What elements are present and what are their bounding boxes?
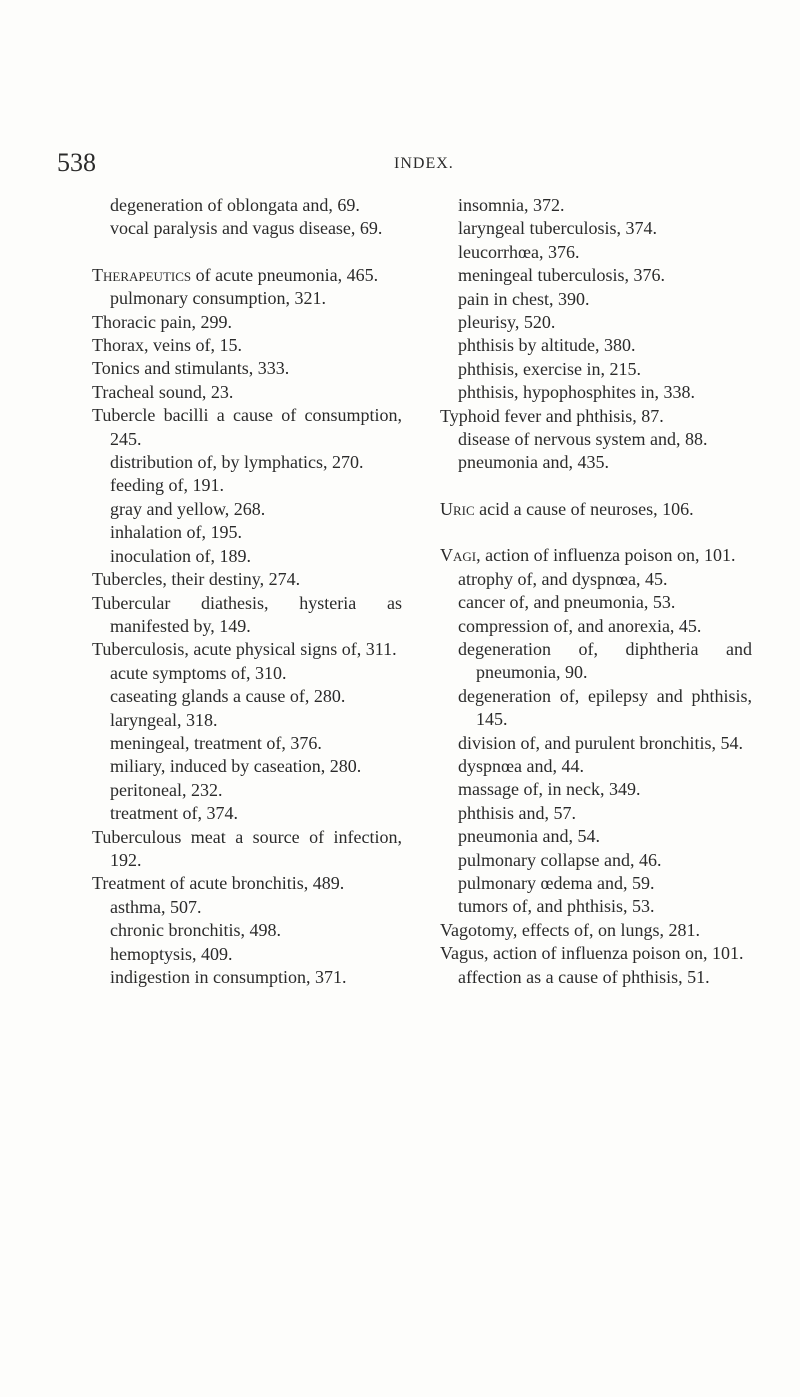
index-entry <box>92 826 402 873</box>
index-entry <box>92 872 402 895</box>
index-subentry <box>92 194 402 217</box>
index-subentry <box>440 264 752 287</box>
entry-text: Vagotomy, effects of, on lungs, 281. <box>440 919 700 940</box>
entry-text: acute symptoms of, 310. <box>110 662 287 683</box>
entry-text: gray and yellow, 268. <box>110 498 266 519</box>
entry-text: meningeal, treatment of, 376. <box>110 732 322 753</box>
index-subentry <box>92 896 402 919</box>
entry-text: Thoracic pain, 299. <box>92 311 232 332</box>
entry-text: division of, and purulent bronchitis, 54. <box>458 732 743 753</box>
entry-text: Tubercles, their destiny, 274. <box>92 569 301 590</box>
entry-text: pneumonia and, 54. <box>458 826 600 847</box>
index-subentry <box>440 755 752 778</box>
entry-text: pneumonia and, 435. <box>458 452 609 473</box>
index-entry <box>92 404 402 451</box>
index-entry <box>440 498 752 521</box>
entry-text: treatment of, 374. <box>110 803 238 824</box>
index-subentry <box>92 545 402 568</box>
index-subentry <box>92 521 402 544</box>
index-subentry <box>92 802 402 825</box>
index-subentry <box>440 241 752 264</box>
index-subentry <box>92 451 402 474</box>
index-entry <box>92 638 402 661</box>
index-subentry <box>440 217 752 240</box>
entry-text: degeneration of, epilepsy and phthisis, 145. <box>458 685 752 730</box>
index-entry <box>440 942 752 965</box>
entry-text: , action of influenza poison on, 101. <box>476 545 736 566</box>
index-subentry <box>92 685 402 708</box>
index-subentry <box>92 919 402 942</box>
entry-text: Vagus, action of influenza poison on, 101. <box>440 943 744 964</box>
index-subentry <box>440 428 752 451</box>
index-subentry <box>440 872 752 895</box>
index-subentry <box>92 966 402 989</box>
entry-text: peritoneal, 232. <box>110 779 223 800</box>
entry-text: insomnia, 372. <box>458 195 565 215</box>
index-subentry <box>92 662 402 685</box>
entry-text: dyspnœa and, 44. <box>458 755 584 776</box>
entry-heading-word: Vagi <box>440 545 477 566</box>
entry-text: Thorax, veins of, 15. <box>92 335 242 356</box>
entry-text: miliary, induced by caseation, 280. <box>110 756 362 777</box>
entry-text: meningeal tuberculosis, 376. <box>458 265 665 286</box>
index-subentry <box>440 311 752 334</box>
index-subentry <box>92 287 402 310</box>
index-subentry <box>440 358 752 381</box>
entry-text: caseating glands a cause of, 280. <box>110 686 346 707</box>
index-entry <box>92 264 402 287</box>
index-subentry <box>440 638 752 685</box>
index-entry <box>440 544 752 567</box>
index-subentry <box>440 732 752 755</box>
index-subentry <box>440 288 752 311</box>
index-subentry <box>92 474 402 497</box>
index-subentry <box>440 615 752 638</box>
entry-text: phthisis by altitude, 380. <box>458 335 636 356</box>
entry-text: acid a cause of neuroses, 106. <box>474 498 694 519</box>
entry-text: compression of, and anorexia, 45. <box>458 615 702 636</box>
entry-text: inhalation of, 195. <box>110 522 242 543</box>
index-subentry <box>92 498 402 521</box>
index-subentry <box>440 802 752 825</box>
entry-text: atrophy of, and dyspnœa, 45. <box>458 568 668 589</box>
entry-text: pleurisy, 520. <box>458 312 556 333</box>
entry-text: degeneration of oblongata and, 69. <box>110 195 360 215</box>
index-subentry <box>440 568 752 591</box>
entry-text: asthma, 507. <box>110 896 202 917</box>
entry-text: Tuberculosis, acute physical signs of, 311. <box>92 639 397 660</box>
index-entry <box>440 919 752 942</box>
entry-text: indigestion in consumption, 371. <box>110 967 347 987</box>
entry-text: tumors of, and phthisis, 53. <box>458 896 655 917</box>
index-subentry <box>440 778 752 801</box>
entry-text: leucorrhœa, 376. <box>458 241 580 262</box>
entry-text: pulmonary consumption, 321. <box>110 288 326 309</box>
entry-text: affection as a cause of phthisis, 51. <box>458 966 710 987</box>
index-subentry <box>440 849 752 872</box>
right-column <box>440 194 752 989</box>
entry-text: vocal paralysis and vagus disease, 69. <box>110 218 383 239</box>
index-subentry <box>440 966 752 989</box>
entry-text: disease of nervous system and, 88. <box>458 429 708 450</box>
page-number: 538 <box>57 148 96 177</box>
index-subentry <box>440 334 752 357</box>
entry-text: cancer of, and pneumonia, 53. <box>458 592 676 613</box>
entry-text: distribution of, by lymphatics, 270. <box>110 452 364 473</box>
index-subentry <box>92 943 402 966</box>
index-subentry <box>440 194 752 217</box>
entry-text: pulmonary œdema and, 59. <box>458 872 655 893</box>
entry-text: Tuberculous meat a source of infection, 192. <box>92 826 402 870</box>
entry-text: phthisis and, 57. <box>458 802 577 823</box>
index-subentry <box>92 732 402 755</box>
entry-text: inoculation of, 189. <box>110 545 251 566</box>
index-subentry <box>440 381 752 404</box>
entry-text: phthisis, hypophosphites in, 338. <box>458 382 696 403</box>
entry-text: Tubercular diathesis, hysteria as manifested by, 149. <box>92 592 402 636</box>
entry-text: laryngeal, 318. <box>110 709 218 730</box>
index-subentry <box>440 685 752 732</box>
entry-text: pain in chest, 390. <box>458 288 590 309</box>
index-entry <box>440 405 752 428</box>
entry-text: feeding of, 191. <box>110 475 224 496</box>
entry-text: chronic bronchitis, 498. <box>110 920 281 941</box>
entry-text: pulmonary collapse and, 46. <box>458 849 662 870</box>
entry-text: laryngeal tuberculosis, 374. <box>458 218 657 239</box>
entry-text: massage of, in neck, 349. <box>458 779 641 800</box>
index-subentry <box>440 895 752 918</box>
index-subentry <box>92 755 402 778</box>
index-subentry <box>92 709 402 732</box>
index-entry <box>92 311 402 334</box>
entry-text: Tonics and stimulants, 333. <box>92 358 290 379</box>
index-subentry <box>440 825 752 848</box>
index-subentry <box>440 451 752 474</box>
entry-text: hemoptysis, 409. <box>110 943 233 964</box>
entry-text: degeneration of, diphtheria and pneumonia, 90. <box>458 638 752 683</box>
index-entry <box>92 592 402 639</box>
left-column <box>92 194 402 989</box>
entry-heading-word: Uric <box>440 498 475 519</box>
entry-text: phthisis, exercise in, 215. <box>458 358 641 379</box>
running-head: INDEX. <box>394 155 454 172</box>
entry-text: Tracheal sound, 23. <box>92 381 234 402</box>
index-entry <box>92 381 402 404</box>
index-entry <box>92 334 402 357</box>
entry-text: Treatment of acute bronchitis, 489. <box>92 873 345 894</box>
index-entry <box>92 357 402 380</box>
entry-text: Typhoid fever and phthisis, 87. <box>440 405 664 426</box>
entry-text: of acute pneumonia, 465. <box>191 264 379 285</box>
index-subentry <box>440 591 752 614</box>
index-entry <box>92 568 402 591</box>
index-subentry <box>92 217 402 240</box>
entry-text: Tubercle bacilli a cause of consumption, 245. <box>92 405 402 449</box>
entry-heading-word: Therapeutics <box>92 264 192 285</box>
index-subentry <box>92 779 402 802</box>
